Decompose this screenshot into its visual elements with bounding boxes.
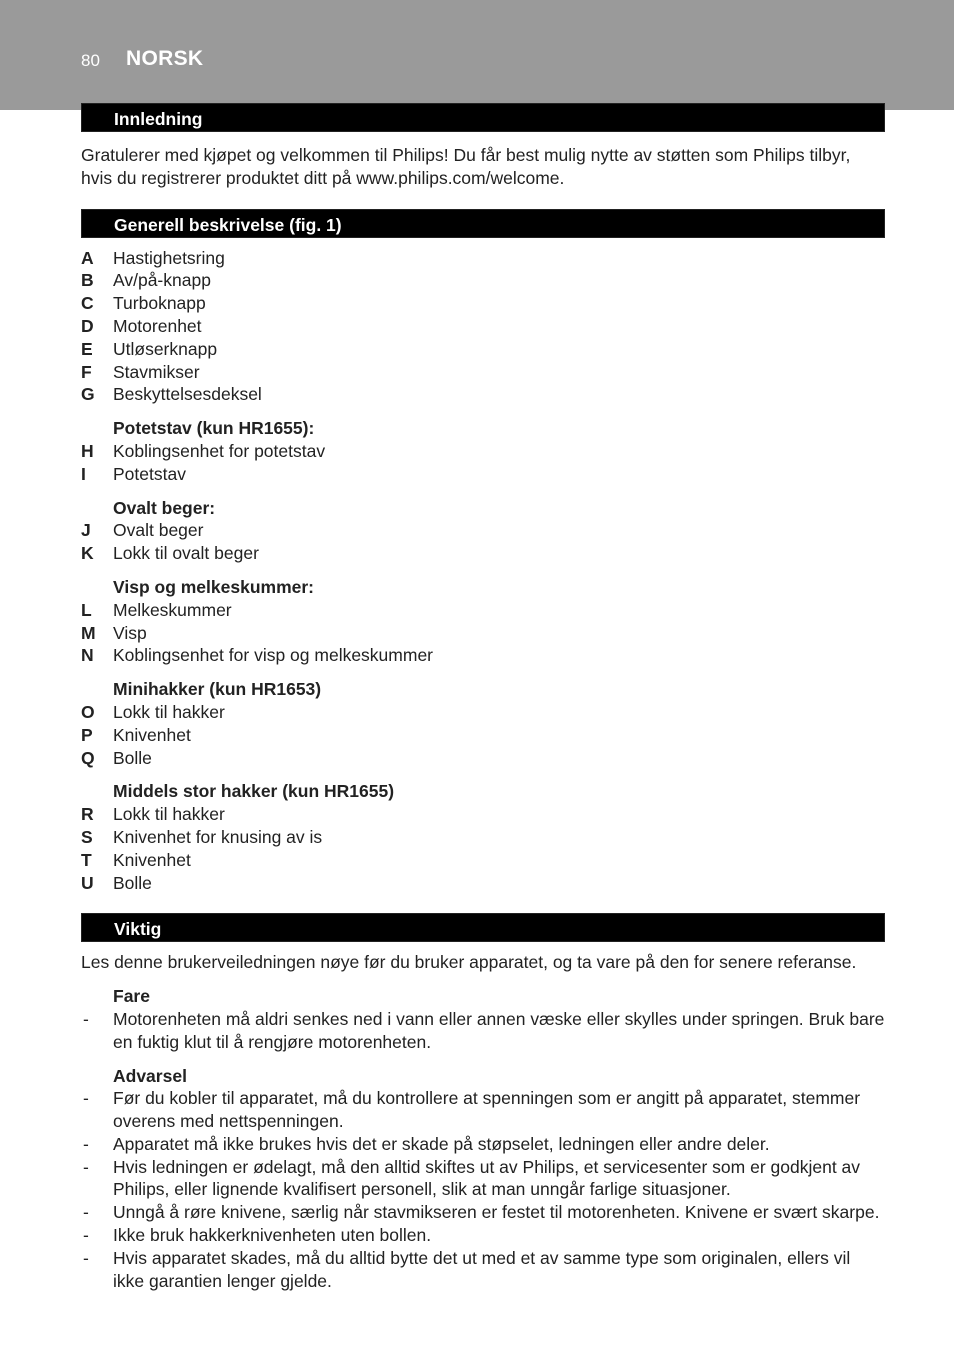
parts-group-whisk [81, 576, 885, 667]
warning-item [81, 1087, 885, 1133]
warning-text: Før du kobler til apparatet, må du kontrollere at spenningen som er angitt på apparatet, stemmer overens med nettspenningen. [113, 1088, 861, 1132]
part-letter: K [81, 543, 94, 564]
part-item [81, 599, 885, 622]
part-letter: G [81, 384, 95, 405]
group-title: Middels stor hakker (kun HR1655) [113, 781, 395, 802]
part-letter: U [81, 872, 94, 893]
part-text: Beskyttelsesdeksel [113, 384, 262, 405]
part-text: Ovalt beger [113, 520, 204, 541]
page-number: 80 [81, 51, 100, 70]
part-text: Potetstav [113, 463, 186, 484]
warning-text: Ikke bruk hakkerknivenheten uten bollen. [113, 1225, 432, 1246]
section-heading-important: Viktig [81, 913, 885, 942]
part-text: Bolle [113, 747, 152, 768]
part-item [81, 644, 885, 667]
part-letter: E [81, 338, 93, 359]
part-letter: F [81, 361, 92, 382]
part-letter: N [81, 645, 94, 666]
parts-group-mini-chopper [81, 678, 885, 769]
part-text: Av/på-knapp [113, 270, 211, 291]
part-item [81, 292, 885, 315]
warning-item [81, 1156, 885, 1202]
document-body [81, 103, 885, 1292]
part-text: Hastighetsring [113, 247, 225, 268]
part-item [81, 338, 885, 361]
danger-block [81, 985, 885, 1053]
warning-text: Hvis apparatet skades, må du alltid bytte det ut med et av samme type som originalen, ellers vil ikke garantien lenger gjelde. [113, 1247, 851, 1291]
bullet-dash: - [83, 1008, 89, 1029]
part-letter: C [81, 293, 94, 314]
part-text: Knivenhet for knusing av is [113, 826, 323, 847]
part-item [81, 622, 885, 645]
part-item [81, 519, 885, 542]
part-item [81, 803, 885, 826]
part-letter: L [81, 599, 92, 620]
warning-item [81, 1201, 885, 1224]
page-header [0, 0, 954, 110]
part-item [81, 701, 885, 724]
parts-list [81, 247, 885, 895]
part-text: Lokk til hakker [113, 701, 225, 722]
warning-text: Hvis ledningen er ødelagt, må den alltid skiftes ut av Philips, et servicesenter som er godkjent av Philips, eller lignende kvalifisert personell, slik at man unngår farlige situasjoner. [113, 1156, 861, 1200]
warning-item [81, 1224, 885, 1247]
part-item [81, 440, 885, 463]
part-item [81, 269, 885, 292]
part-item [81, 542, 885, 565]
danger-text: Motorenheten må aldri senkes ned i vann eller annen væske eller skylles under springen. Bruk bare en fuktig klut til å rengjøre motorenheten. [113, 1008, 885, 1052]
part-letter: H [81, 440, 94, 461]
part-letter: T [81, 849, 92, 870]
bullet-dash: - [83, 1088, 89, 1109]
group-title: Visp og melkeskummer: [113, 576, 315, 597]
part-letter: I [81, 463, 86, 484]
language-title: NORSK [126, 47, 204, 70]
part-text: Stavmikser [113, 361, 200, 382]
group-title: Potetstav (kun HR1655): [113, 418, 315, 439]
part-text: Knivenhet [113, 849, 191, 870]
warning-title: Advarsel [113, 1065, 187, 1086]
part-text: Koblingsenhet for potetstav [113, 440, 326, 461]
part-letter: P [81, 724, 93, 745]
part-letter: B [81, 270, 94, 291]
part-letter: S [81, 826, 93, 847]
part-letter: A [81, 247, 94, 268]
part-letter: Q [81, 747, 95, 768]
bullet-dash: - [83, 1247, 89, 1268]
part-letter: D [81, 315, 94, 336]
parts-group-oval-beaker [81, 497, 885, 565]
part-item [81, 826, 885, 849]
section-heading-general: Generell beskrivelse (fig. 1) [81, 209, 885, 238]
part-text: Motorenhet [113, 315, 202, 336]
group-title: Minihakker (kun HR1653) [113, 679, 322, 700]
part-text: Lokk til hakker [113, 804, 225, 825]
part-item [81, 463, 885, 486]
section-heading-intro: Innledning [81, 103, 885, 132]
warning-item [81, 1133, 885, 1156]
part-text: Utløserknapp [113, 338, 218, 359]
part-item [81, 872, 885, 895]
warning-list [81, 1087, 885, 1292]
part-item [81, 849, 885, 872]
part-letter: J [81, 520, 91, 541]
bullet-dash: - [83, 1156, 89, 1177]
part-text: Bolle [113, 872, 152, 893]
parts-group-potato-masher [81, 417, 885, 485]
bullet-dash: - [83, 1202, 89, 1223]
part-letter: M [81, 622, 96, 643]
part-item [81, 747, 885, 770]
part-letter: O [81, 701, 95, 722]
bullet-dash: - [83, 1225, 89, 1246]
part-text: Lokk til ovalt beger [113, 543, 259, 564]
important-intro: Les denne brukerveiledningen nøye før du bruker apparatet, og ta vare på den for senere referanse. [81, 952, 857, 973]
part-item [81, 247, 885, 270]
danger-title: Fare [113, 986, 150, 1007]
intro-paragraph: Gratulerer med kjøpet og velkommen til Philips! Du får best mulig nytte av støtten som Philips tilbyr, hvis du registrerer produktet ditt på www.philips.com/welcome. [81, 145, 851, 188]
parts-group-medium-chopper [81, 780, 885, 894]
part-item [81, 315, 885, 338]
warning-text: Unngå å røre knivene, særlig når stavmikseren er festet til motorenheten. Knivene er svært skarpe. [113, 1202, 880, 1223]
part-text: Visp [113, 622, 147, 643]
part-text: Koblingsenhet for visp og melkeskummer [113, 645, 434, 666]
part-text: Turboknapp [113, 293, 206, 314]
warning-text: Apparatet må ikke brukes hvis det er skade på støpselet, ledningen eller andre deler. [113, 1133, 770, 1154]
part-text: Melkeskummer [113, 599, 232, 620]
part-letter: R [81, 804, 94, 825]
part-item [81, 361, 885, 384]
danger-item [81, 1008, 885, 1054]
part-item [81, 724, 885, 747]
part-item [81, 383, 885, 406]
danger-list [81, 1008, 885, 1054]
part-text: Knivenhet [113, 724, 191, 745]
bullet-dash: - [83, 1133, 89, 1154]
warning-item [81, 1247, 885, 1293]
group-title: Ovalt beger: [113, 497, 216, 518]
warning-block [81, 1065, 885, 1293]
